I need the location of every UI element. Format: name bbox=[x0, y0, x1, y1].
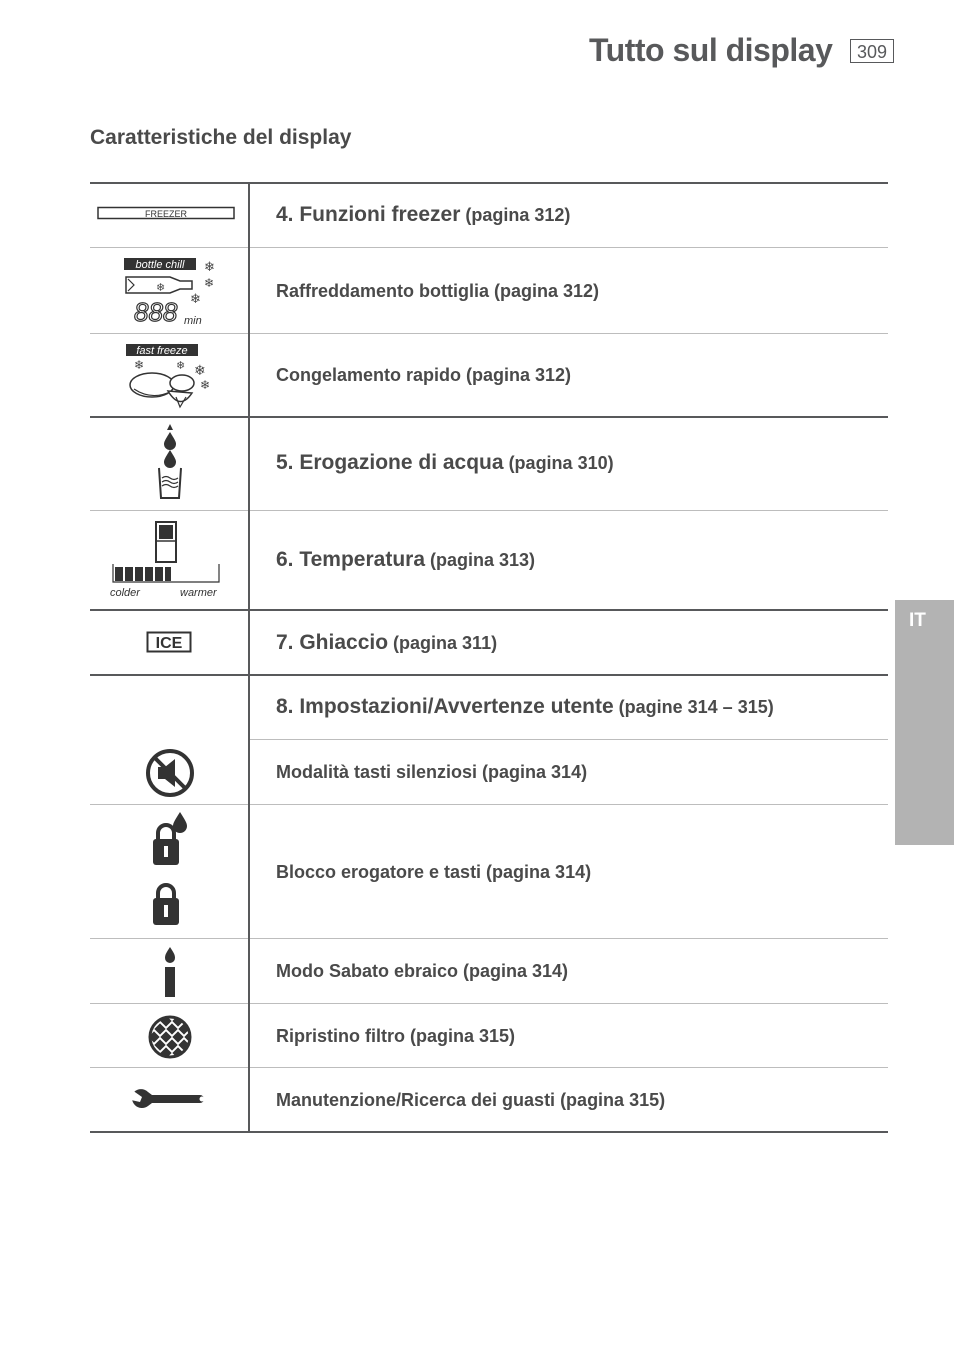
row-dispenser-lock: Blocco erogatore e tasti (pagina 314) bbox=[276, 862, 592, 882]
temperature-segment bbox=[125, 567, 133, 581]
timer-digits: 888 bbox=[134, 297, 178, 327]
candle-icon bbox=[158, 945, 182, 1001]
row-heading: 6. Temperatura bbox=[276, 548, 425, 571]
group-divider bbox=[90, 674, 888, 676]
row-temperature bbox=[276, 548, 535, 572]
fast-freeze-label: fast freeze bbox=[136, 345, 188, 357]
table-bottom-rule bbox=[90, 1131, 888, 1133]
row-page-ref: (pagina 311) bbox=[388, 633, 498, 653]
bottle-chill-icon bbox=[120, 255, 220, 329]
temperature-warmer-label: warmer bbox=[180, 587, 217, 599]
snowflake-icon: ❄ bbox=[156, 282, 166, 294]
padlock-icon bbox=[150, 882, 184, 928]
row-silent-keys: Modalità tasti silenziosi (pagina 314) bbox=[276, 762, 588, 782]
snowflake-icon: ❄ bbox=[204, 259, 215, 274]
group-divider bbox=[90, 416, 888, 418]
water-dispenser-icon bbox=[152, 422, 188, 504]
temperature-segment bbox=[165, 567, 171, 581]
snowflake-icon: ❄ bbox=[194, 362, 206, 378]
row-sabbath-mode: Modo Sabato ebraico (pagina 314) bbox=[276, 961, 569, 981]
row-divider bbox=[90, 804, 888, 805]
page-number: 309 bbox=[850, 39, 894, 63]
group-divider bbox=[90, 609, 888, 611]
language-tab bbox=[895, 600, 954, 845]
ice-icon bbox=[146, 631, 194, 655]
row-heading: 7. Ghiaccio bbox=[276, 631, 389, 654]
fast-freeze-icon bbox=[122, 341, 222, 413]
row-freezer-functions bbox=[276, 203, 570, 227]
filter-icon bbox=[145, 1012, 195, 1062]
row-page-ref: (pagine 314 – 315) bbox=[613, 697, 774, 717]
table-column-divider bbox=[248, 183, 250, 1132]
row-divider bbox=[90, 247, 888, 248]
row-maintenance: Manutenzione/Ricerca dei guasti (pagina 315) bbox=[276, 1090, 666, 1110]
temperature-colder-label: colder bbox=[110, 587, 140, 599]
snowflake-icon: ❄ bbox=[190, 291, 201, 306]
row-divider bbox=[90, 938, 888, 939]
section-title: Caratteristiche del display bbox=[90, 126, 352, 149]
row-page-ref: (pagina 312) bbox=[460, 205, 571, 225]
temperature-segment bbox=[145, 567, 153, 581]
mute-icon bbox=[144, 747, 196, 799]
row-heading: 4. Funzioni freezer bbox=[276, 203, 461, 226]
temperature-segment bbox=[115, 567, 123, 581]
row-divider bbox=[90, 333, 888, 334]
row-page-ref: (pagina 310) bbox=[503, 453, 614, 473]
row-fast-freeze: Congelamento rapido (pagina 312) bbox=[276, 365, 572, 385]
snowflake-icon: ❄ bbox=[200, 378, 211, 392]
row-divider bbox=[90, 1003, 888, 1004]
bottle-chill-label: bottle chill bbox=[135, 259, 185, 271]
row-heading: 5. Erogazione di acqua bbox=[276, 451, 504, 474]
temperature-icon bbox=[106, 518, 228, 602]
ice-label: ICE bbox=[155, 635, 183, 652]
row-heading: 8. Impostazioni/Avvertenze utente bbox=[276, 695, 614, 718]
language-tab-label: IT bbox=[909, 610, 926, 631]
dispenser-lock-icon bbox=[150, 810, 192, 868]
row-divider bbox=[90, 510, 888, 511]
table-top-rule bbox=[90, 182, 888, 184]
row-user-settings bbox=[276, 695, 774, 719]
snowflake-icon: ❄ bbox=[204, 276, 215, 290]
row-page-ref: (pagina 313) bbox=[425, 550, 536, 570]
temperature-segment bbox=[155, 567, 163, 581]
row-bottle-chill: Raffreddamento bottiglia (pagina 312) bbox=[276, 281, 600, 301]
wrench-icon bbox=[130, 1086, 210, 1114]
row-filter-reset: Ripristino filtro (pagina 315) bbox=[276, 1026, 516, 1046]
freezer-label: FREEZER bbox=[144, 209, 188, 219]
page-title: Tutto sul display bbox=[589, 32, 833, 68]
row-divider bbox=[250, 739, 888, 740]
timer-unit: min bbox=[184, 315, 202, 327]
freezer-indicator-icon bbox=[97, 206, 237, 222]
snowflake-icon: ❄ bbox=[176, 360, 186, 372]
row-ice bbox=[276, 631, 497, 655]
snowflake-icon: ❄ bbox=[134, 358, 145, 372]
row-water-dispensing bbox=[276, 451, 614, 475]
row-divider bbox=[90, 1067, 888, 1068]
temperature-segment bbox=[135, 567, 143, 581]
